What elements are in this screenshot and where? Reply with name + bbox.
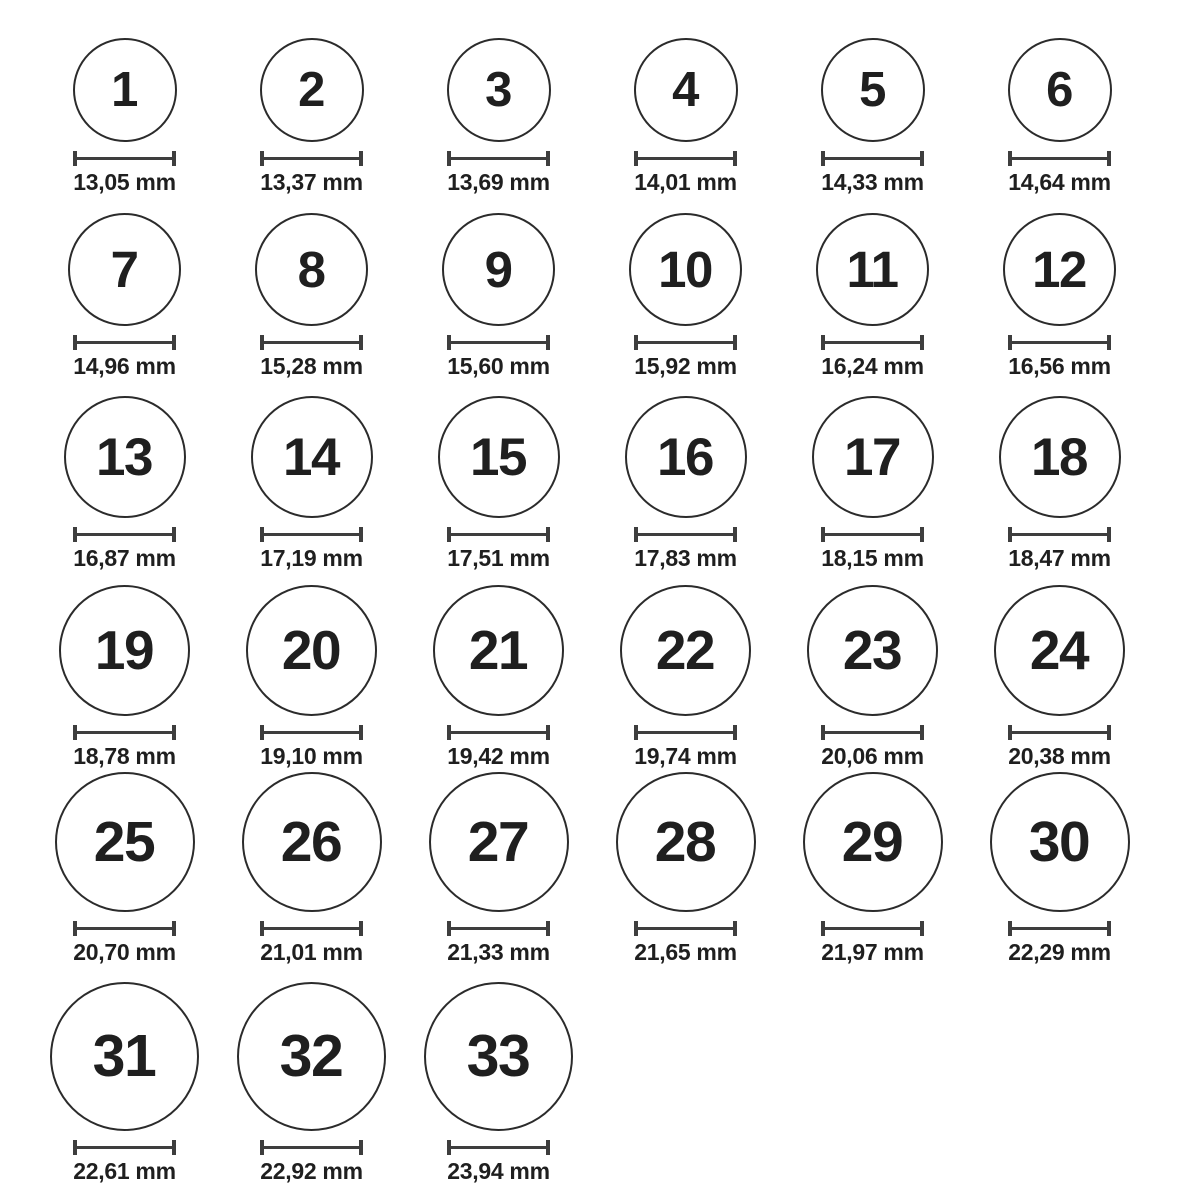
chart-row [31,213,1153,380]
ring-size-item [405,772,592,966]
diameter-ruler [447,921,550,936]
ring-size-number: 31 [92,1023,156,1089]
chart-row [31,585,1153,770]
ring-size-number: 1 [111,62,137,117]
ring-size-number: 6 [1046,62,1072,117]
ring-size-number: 30 [1028,809,1090,874]
diameter-ruler [73,921,176,936]
diameter-label: 21,97 mm [821,939,924,965]
diameter-ruler [1008,527,1111,542]
diameter-label: 20,06 mm [821,743,924,769]
ring-size-item [592,772,779,966]
diameter-label: 13,37 mm [260,169,363,195]
ring-size-item [31,982,218,1185]
ring-size-item [779,213,966,380]
diameter-label: 17,19 mm [260,545,363,571]
ring-size-number: 26 [280,809,342,874]
diameter-label: 16,87 mm [73,545,176,571]
ring-size-item [779,772,966,966]
diameter-label: 20,70 mm [73,939,176,965]
ring-circle [807,585,938,716]
ring-size-number: 5 [859,62,885,117]
diameter-ruler [447,725,550,740]
diameter-ruler [73,151,176,166]
ring-size-item [966,213,1153,380]
diameter-label: 22,61 mm [73,1158,176,1184]
ring-size-number: 23 [842,619,902,681]
diameter-ruler [821,725,924,740]
ring-size-item [31,585,218,770]
diameter-label: 23,94 mm [447,1158,550,1184]
ring-circle [438,396,560,518]
ring-size-item [218,396,405,572]
ring-size-item [218,213,405,380]
ring-circle [50,982,199,1131]
diameter-label: 18,47 mm [1008,545,1111,571]
ring-size-number: 16 [657,427,713,487]
ring-circle [447,38,551,142]
diameter-label: 16,24 mm [821,353,924,379]
ring-circle [255,213,368,326]
ring-size-item [966,772,1153,966]
ring-size-item [966,585,1153,770]
ring-circle [55,772,195,912]
ring-size-number: 33 [466,1023,530,1089]
ring-circle [424,982,573,1131]
diameter-ruler [260,527,363,542]
ring-circle [251,396,373,518]
diameter-label: 19,74 mm [634,743,737,769]
diameter-ruler [821,151,924,166]
ring-size-number: 11 [846,241,898,298]
diameter-label: 21,01 mm [260,939,363,965]
ring-size-item [405,38,592,196]
diameter-label: 15,28 mm [260,353,363,379]
ring-size-number: 28 [654,809,716,874]
ring-size-number: 10 [658,241,712,298]
ring-circle [616,772,756,912]
diameter-label: 14,01 mm [634,169,737,195]
diameter-ruler [447,335,550,350]
diameter-ruler [821,335,924,350]
ring-size-number: 17 [844,427,900,487]
diameter-ruler [73,335,176,350]
diameter-ruler [260,921,363,936]
ring-size-item [218,772,405,966]
ring-circle [442,213,555,326]
ring-circle [1008,38,1112,142]
ring-circle [999,396,1121,518]
ring-size-number: 12 [1032,241,1086,298]
ring-circle [803,772,943,912]
diameter-ruler [73,725,176,740]
ring-circle [629,213,742,326]
diameter-ruler [447,151,550,166]
ring-circle [990,772,1130,912]
ring-circle [68,213,181,326]
diameter-label: 22,92 mm [260,1158,363,1184]
ring-size-number: 21 [468,619,528,681]
ring-size-number: 27 [467,809,529,874]
diameter-ruler [634,921,737,936]
ring-circle [634,38,738,142]
diameter-ruler [821,921,924,936]
diameter-ruler [260,725,363,740]
chart-row [31,772,1153,966]
ring-circle [237,982,386,1131]
diameter-label: 19,10 mm [260,743,363,769]
ring-size-item [405,396,592,572]
ring-circle [816,213,929,326]
ring-circle [260,38,364,142]
ring-circle [994,585,1125,716]
ring-size-item [592,38,779,196]
diameter-label: 13,69 mm [447,169,550,195]
ring-size-item [31,396,218,572]
ring-circle [821,38,925,142]
diameter-ruler [1008,335,1111,350]
ring-size-item [405,585,592,770]
diameter-label: 13,05 mm [73,169,176,195]
ring-size-item [405,982,592,1185]
ring-circle [242,772,382,912]
ring-size-item [218,38,405,196]
ring-circle [625,396,747,518]
ring-circle [73,38,177,142]
ring-size-item [592,585,779,770]
ring-size-item [779,38,966,196]
diameter-ruler [1008,725,1111,740]
diameter-label: 16,56 mm [1008,353,1111,379]
diameter-label: 18,78 mm [73,743,176,769]
chart-row [31,396,1153,572]
ring-size-number: 9 [484,241,512,298]
diameter-label: 21,65 mm [634,939,737,965]
ring-size-item [966,38,1153,196]
ring-size-number: 2 [298,62,324,117]
diameter-label: 22,29 mm [1008,939,1111,965]
ring-size-number: 7 [110,241,138,298]
diameter-label: 14,33 mm [821,169,924,195]
diameter-ruler [634,527,737,542]
ring-size-number: 29 [841,809,903,874]
chart-row [31,38,1153,196]
diameter-ruler [634,725,737,740]
ring-size-number: 19 [94,619,154,681]
diameter-label: 20,38 mm [1008,743,1111,769]
diameter-ruler [447,1140,550,1155]
diameter-ruler [821,527,924,542]
ring-size-number: 4 [672,62,698,117]
diameter-label: 14,64 mm [1008,169,1111,195]
diameter-label: 18,15 mm [821,545,924,571]
ring-size-item [218,982,405,1185]
ring-size-item [779,396,966,572]
diameter-ruler [1008,921,1111,936]
ring-circle [59,585,190,716]
diameter-ruler [73,1140,176,1155]
diameter-label: 21,33 mm [447,939,550,965]
ring-size-number: 14 [283,427,339,487]
diameter-label: 17,83 mm [634,545,737,571]
ring-size-number: 24 [1029,619,1089,681]
ring-circle [64,396,186,518]
diameter-ruler [447,527,550,542]
ring-circle [433,585,564,716]
ring-size-number: 13 [96,427,152,487]
ring-size-item [31,213,218,380]
ring-circle [812,396,934,518]
diameter-label: 15,60 mm [447,353,550,379]
ring-size-item [31,38,218,196]
ring-size-number: 15 [470,427,526,487]
ring-size-item [779,585,966,770]
diameter-ruler [260,1140,363,1155]
diameter-ruler [634,335,737,350]
ring-size-number: 3 [485,62,511,117]
ring-size-item [592,396,779,572]
ring-size-item [592,213,779,380]
ring-size-number: 8 [297,241,325,298]
ring-size-number: 18 [1031,427,1087,487]
ring-circle [620,585,751,716]
diameter-label: 15,92 mm [634,353,737,379]
diameter-ruler [634,151,737,166]
ring-size-item [218,585,405,770]
diameter-label: 14,96 mm [73,353,176,379]
ring-size-number: 32 [279,1023,343,1089]
diameter-ruler [260,151,363,166]
ring-size-number: 25 [93,809,155,874]
ring-size-item [31,772,218,966]
diameter-ruler [1008,151,1111,166]
ring-size-item [966,396,1153,572]
ring-circle [246,585,377,716]
ring-circle [429,772,569,912]
chart-row [31,982,592,1185]
ring-size-number: 22 [655,619,715,681]
diameter-ruler [73,527,176,542]
diameter-label: 17,51 mm [447,545,550,571]
diameter-ruler [260,335,363,350]
ring-circle [1003,213,1116,326]
ring-size-number: 20 [281,619,341,681]
ring-size-item [405,213,592,380]
diameter-label: 19,42 mm [447,743,550,769]
